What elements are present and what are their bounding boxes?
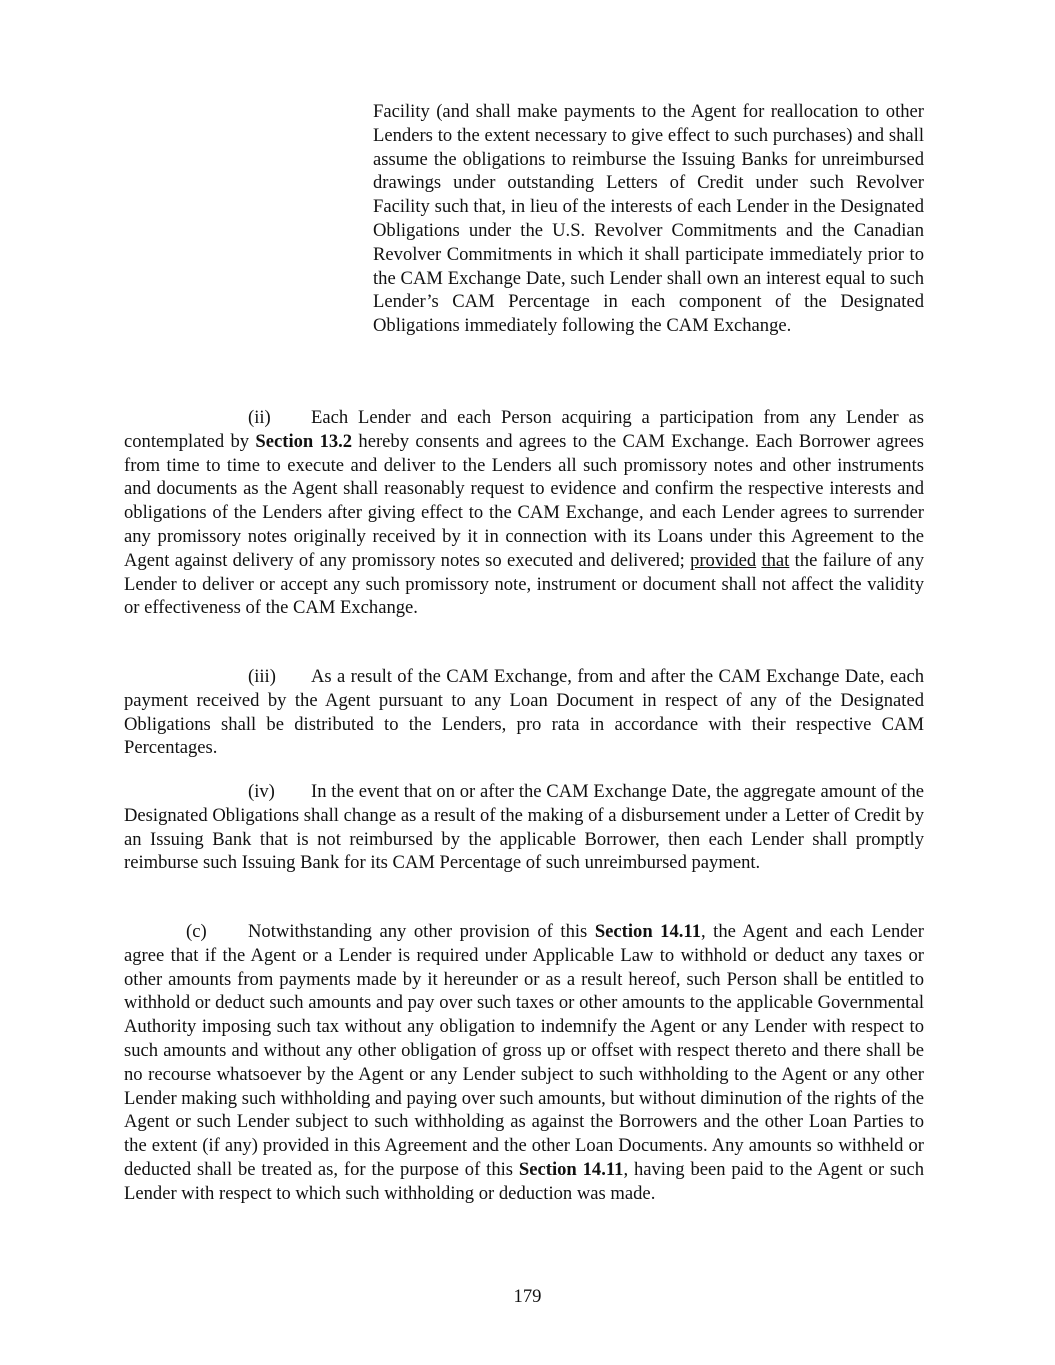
paragraph-ii-text-3: the failure of any Lender to deliver or accept any such promissory note, instrument or document shall not affect the validity or effectiveness of the CAM Exchange. <box>124 549 924 619</box>
paragraph-c-text-2: , the Agent and each Lender agree that if the Agent or a Lender is required under Applicable Law to withhold or deduct any taxes or other amounts from payments made by it hereunder or as a result hereof, such Person shall be entitled to withhold or deduct such amounts and pay over such taxes or other amounts to the applicable Governmental Authority imposing such tax without any obligation to indemnify the Agent or any Lender with respect to such amounts and without any other obligation of gross up or offset with respect thereto and there shall be no recourse whatsoever by the Agent or any Lender subject to such withholding to the Agent or any other Lender making such withholding and paying over such amounts, but without diminution of the rights of the Agent or such Lender subject to such withholding as against the Borrowers and the other Loan Parties to the extent (if any) provided in this Agreement and the other Loan Documents. Any amounts so withheld or deducted shall be treated as, for the purpose of this <box>124 921 924 1180</box>
paragraph-c-text-1: Notwithstanding any other provision of this <box>248 921 595 942</box>
continuation-text: Facility (and shall make payments to the Agent for reallocation to other Lenders to the extent necessary to give effect to such purchases) and shall assume the obligations to reimburse the Issuing Banks for unreimbursed drawings under outstanding Letters of Credit under such Revolver Facility such that, in lieu of the interests of each Lender in the Designated Obligations under the U.S. Revolver Commitments and the Canadian Revolver Commitments in which it shall participate immediately prior to the CAM Exchange Date, such Lender shall own an interest equal to such Lender’s CAM Percentage in each component of the Designated Obligations immediately following the CAM Exchange. <box>373 101 924 337</box>
paragraph-iv-text: In the event that on or after the CAM Exchange Date, the aggregate amount of the Designated Obligations shall change as a result of the making of a disbursement under a Letter of Credit by an Issuing Bank that is not reimbursed by the applicable Borrower, then each Lender shall promptly reimburse such Issuing Bank for its CAM Percentage of such unreimbursed payment. <box>124 781 924 874</box>
section-14-11-ref-1: Section 14.11 <box>594 921 701 942</box>
paragraph-iv <box>124 780 924 875</box>
paragraph-iii-label: (iii) <box>248 666 276 687</box>
paragraph-ii-text-1: Each Lender and each Person acquiring a participation from any Lender as contemplated by <box>124 407 924 452</box>
section-13-2-ref: Section 13.2 <box>255 430 353 452</box>
paragraph-iii <box>124 665 924 760</box>
paragraph-iii-text: As a result of the CAM Exchange, from and after the CAM Exchange Date, each payment received by the Agent pursuant to any Loan Document in respect of any of the Designated Obligations shall be distributed to the Lenders, pro rata in accordance with their respective CAM Percentages. <box>124 666 924 759</box>
paragraph-c-label: (c) <box>186 921 207 942</box>
paragraph-c-text-3: , having been paid to the Agent or such Lender with respect to which such withholding or deduction was made. <box>124 1158 924 1204</box>
paragraph-ii-text-2: hereby consents and agrees to the CAM Exchange. Each Borrower agrees from time to time to execute and deliver to the Lenders all such promissory notes and other instruments and documents as the Agent shall reasonably request to evidence and confirm the respective interests and obligations of the Lenders after giving effect to the CAM Exchange, and each Lender agrees to surrender any promissory notes originally received by it in connection with its Loans under this Agreement to the Agent against delivery of any promissory notes so executed and delivered; <box>124 430 924 571</box>
page-number: 179 <box>513 1286 542 1307</box>
paragraph-ii <box>124 406 924 620</box>
paragraph-ii-label: (ii) <box>248 407 271 428</box>
provided-underlined: provided <box>690 549 757 571</box>
paragraph-iv-label: (iv) <box>248 781 275 802</box>
section-14-11-ref-2: Section 14.11 <box>518 1158 624 1180</box>
paragraph-c <box>124 920 924 1206</box>
continuation-paragraph <box>373 100 924 338</box>
that-underlined: that <box>761 549 790 571</box>
